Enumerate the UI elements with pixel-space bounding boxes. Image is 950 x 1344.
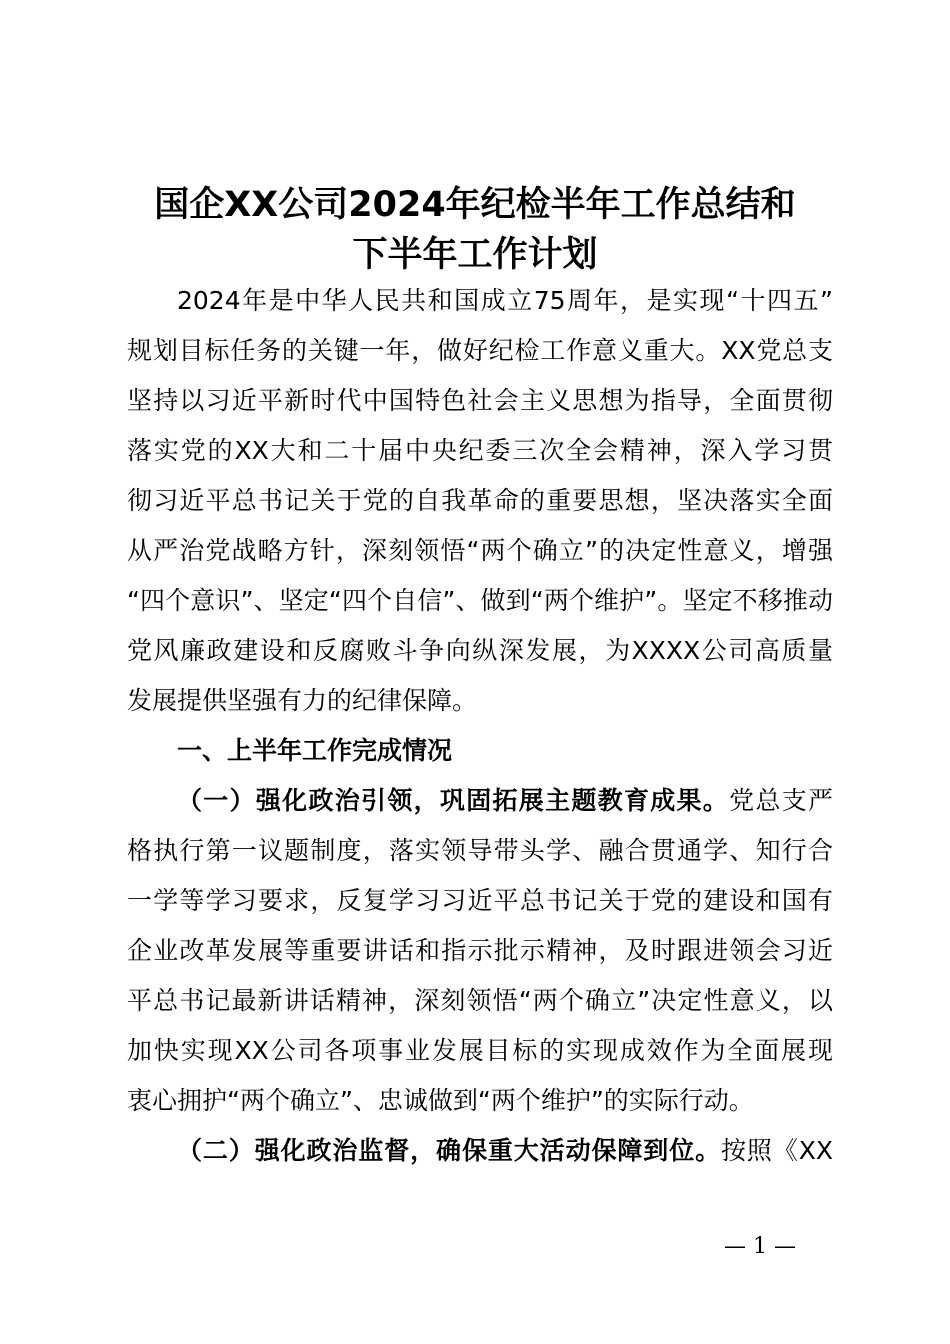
item-one-first-line-rest: 党总支严 <box>729 786 833 815</box>
page-number: — 1 — <box>724 1234 796 1259</box>
section-heading <box>127 726 833 776</box>
intro-paragraph <box>127 276 833 726</box>
intro-line-9: 发展提供坚强有力的纪律保障。 <box>127 686 478 715</box>
intro-line-8: 党风廉政建设和反腐败斗争向纵深发展，为XXXX公司高质量 <box>127 636 833 665</box>
intro-line-1: 2024年是中华人民共和国成立75周年，是实现“十四五” <box>177 286 833 315</box>
item-two-first-line <box>127 1126 833 1176</box>
intro-line-6: 从严治党战略方针，深刻领悟“两个确立”的决定性意义，增强 <box>127 536 833 565</box>
item-two-heading: （二）强化政治监督，确保重大活动保障到位。 <box>177 1136 722 1165</box>
intro-line-4: 落实党的XX大和二十届中央纪委三次全会精神，深入学习贯 <box>127 436 833 465</box>
item-one-heading: （一）强化政治引领，巩固拓展主题教育成果。 <box>177 786 730 815</box>
item-one-paragraph <box>127 776 833 1126</box>
intro-line-5: 彻习近平总书记关于党的自我革命的重要思想，坚决落实全面 <box>127 486 833 515</box>
item-two-first-line-rest: 按照《XX <box>721 1136 833 1165</box>
item-two-paragraph <box>127 1126 833 1176</box>
item-one-line-6: 加快实现XX公司各项事业发展目标的实现成效作为全面展现 <box>127 1036 833 1065</box>
item-one-line-4: 企业改革发展等重要讲话和指示批示精神，及时跟进领会习近 <box>127 936 833 965</box>
item-one-line-2: 格执行第一议题制度，落实领导带头学、融合贯通学、知行合 <box>127 836 833 865</box>
item-one-line-3: 一学等学习要求，反复学习习近平总书记关于党的建设和国有 <box>127 886 833 915</box>
intro-line-2: 规划目标任务的关键一年，做好纪检工作意义重大。XX党总支 <box>127 336 833 365</box>
item-one-line-7: 衷心拥护“两个确立”、忠诚做到“两个维护”的实际行动。 <box>127 1086 754 1115</box>
section-one-heading: 一、上半年工作完成情况 <box>177 736 453 765</box>
item-one-first-line <box>127 776 833 826</box>
intro-line-7: “四个意识”、坚定“四个自信”、做到“两个维护”。坚定不移推动 <box>127 586 833 615</box>
item-one-line-5: 平总书记最新讲话精神，深刻领悟“两个确立”决定性意义，以 <box>127 986 833 1015</box>
title-line-1: 国企XX公司2024年纪检半年工作总结和 <box>154 185 796 225</box>
document-title <box>100 180 850 280</box>
intro-line-3: 坚持以习近平新时代中国特色社会主义思想为指导，全面贯彻 <box>127 386 833 415</box>
title-line-2: 下半年工作计划 <box>352 235 598 275</box>
